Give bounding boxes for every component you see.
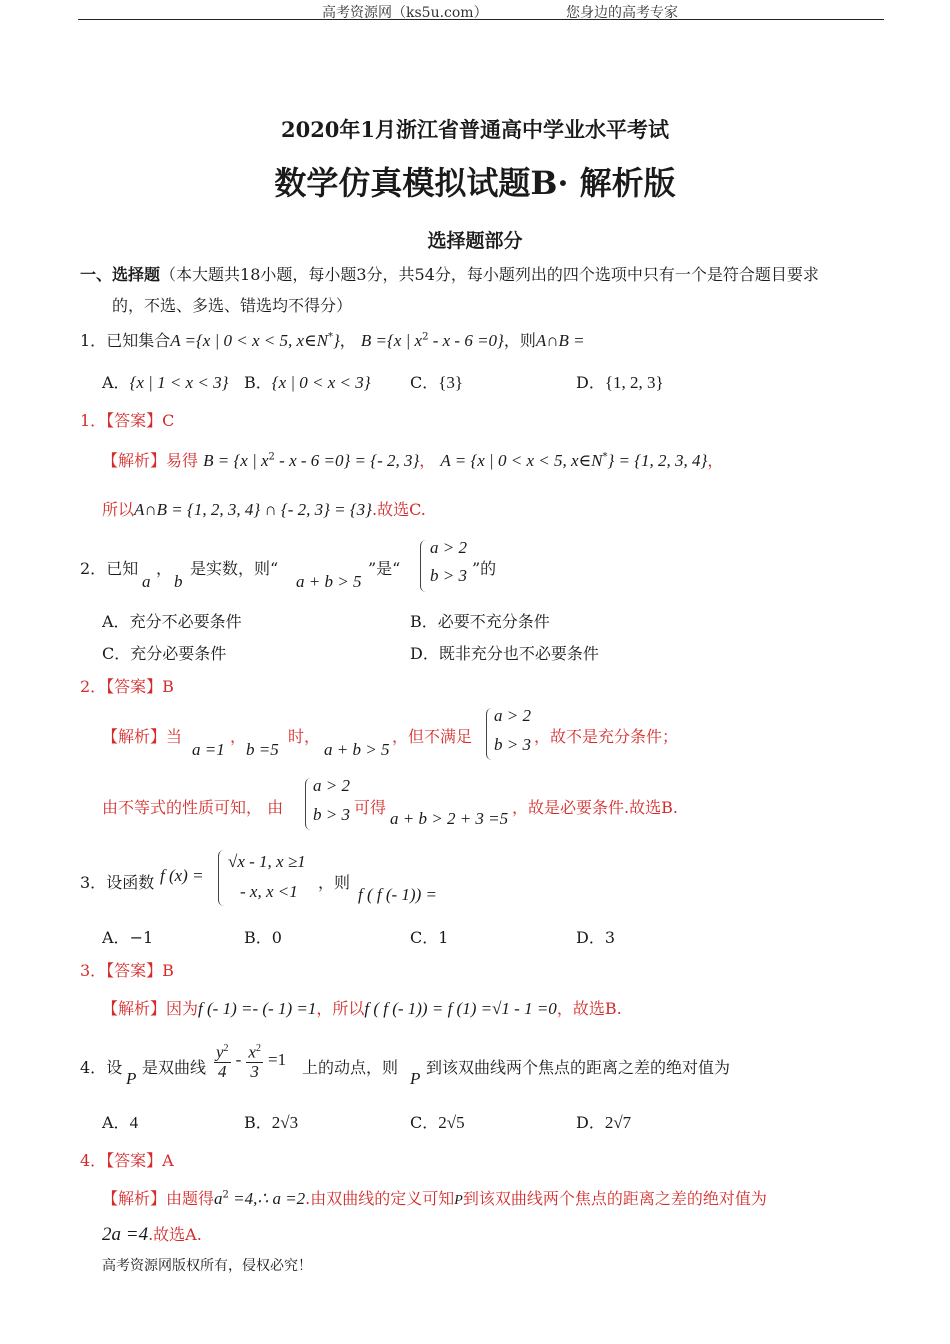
- q4-option-d: [576, 1110, 631, 1133]
- q3-case1: √x - 1, x ≥1: [228, 852, 306, 871]
- q4-frac1: [214, 1040, 231, 1081]
- q3-fx: f (x) =: [160, 866, 204, 885]
- q1-pre: 已知集合: [106, 331, 171, 350]
- q2-sol-tag: 【解析】: [102, 727, 167, 746]
- q1-option-c: [410, 370, 463, 393]
- q4-option-c-label: C．: [410, 1113, 439, 1132]
- q4-minus: -: [235, 1049, 242, 1069]
- q2-option-d: [410, 641, 599, 664]
- q4-den2: 3: [250, 1061, 259, 1081]
- q2-sol-line2a: 由不等式的性质可知， 由: [102, 798, 284, 817]
- q1-solution-line1: [102, 448, 723, 471]
- q1-setB-b: - x - 6 =0}: [428, 331, 504, 350]
- q2-sol-brace2: [305, 778, 312, 830]
- q2-sol-s3: a > 2: [313, 776, 350, 795]
- q4-end: 到该双曲线两个焦点的距离之差的绝对值为: [426, 1058, 731, 1077]
- q4-y-square: 2: [223, 1043, 229, 1054]
- q2-option-c-label: C．: [102, 644, 131, 663]
- q4-answer: 4．【答案】A: [80, 1151, 174, 1170]
- q2-sol-comma: ，: [230, 727, 247, 746]
- q2-number-pre: [80, 556, 138, 579]
- q1-option-a-value: {x | 1 < x < 3}: [129, 373, 229, 392]
- q1-comma: ，: [339, 331, 356, 350]
- q2-option-d-label: D．: [410, 644, 439, 663]
- q1-option-b-label: B．: [244, 373, 272, 392]
- q3-option-a-value: −1: [129, 928, 154, 947]
- instructions-line1: [80, 262, 819, 285]
- q4-sol-p: P: [454, 1193, 463, 1208]
- q1-sol1-math-d: } = {1, 2, 3, 4}: [607, 451, 708, 470]
- q1-setA: A ={x | 0 < x < 5, x∈N: [170, 331, 328, 350]
- q2-pre: 已知: [106, 559, 139, 578]
- q4-y: y: [216, 1042, 224, 1062]
- footer-copyright: 高考资源网版权所有，侵权必究！: [102, 1258, 312, 1274]
- q1-square: 2: [422, 331, 429, 343]
- q1-option-c-value: {3}: [438, 373, 464, 392]
- q4-option-c: [410, 1110, 465, 1133]
- q4-solution-line2: [102, 1222, 202, 1246]
- q3-number-pre: [80, 870, 154, 893]
- q4-p2: P: [410, 1069, 421, 1088]
- q3-expr: f ( f (- 1)) =: [358, 885, 437, 904]
- q2-option-b-value: 必要不充分条件: [437, 612, 550, 631]
- q1-expr: A∩B =: [535, 331, 585, 350]
- q4-sol-a: a: [214, 1189, 223, 1208]
- q2-option-c: [102, 641, 226, 664]
- q3-sol-math1: f (- 1) =- (- 1) =1: [198, 999, 317, 1018]
- q1-option-c-label: C．: [410, 373, 439, 392]
- section-title: 选择题部分: [427, 230, 523, 252]
- q1-then: ，则: [503, 331, 536, 350]
- q3-sol-end: ，故选B.: [556, 999, 622, 1018]
- q2-sol-line1a: [102, 724, 182, 747]
- q4-option-b-value: 2√3: [271, 1113, 299, 1132]
- q4-solution-line1: [102, 1186, 767, 1209]
- q2-sol-s2: b > 3: [494, 735, 531, 754]
- q1-option-d-label: D．: [576, 373, 605, 392]
- q3-option-d-value: 3: [604, 928, 616, 947]
- q2-sys2: b > 3: [430, 566, 467, 585]
- q2-sol-but: ，但不满足: [392, 727, 473, 746]
- q2-sol-s1: a > 2: [494, 706, 531, 725]
- q2-sol-s4: b > 3: [313, 805, 350, 824]
- q2-sol-res: a + b > 2 + 3 =5: [390, 809, 509, 828]
- q1-sol2-end: .故选C.: [371, 500, 426, 519]
- q2-sol-kede: 可得: [354, 798, 387, 817]
- q3-option-c: [410, 925, 448, 948]
- q4-option-d-label: D．: [576, 1113, 605, 1132]
- q2-sol-shi: 时，: [288, 727, 321, 746]
- q1-sol1-square: 2: [268, 451, 275, 463]
- q2-system-brace: [420, 540, 427, 592]
- q1-option-b: [244, 370, 371, 393]
- q3-sol-tag: 【解析】: [102, 999, 167, 1018]
- q2-mid2: ”是“: [368, 559, 401, 578]
- q4-hyperbola: [214, 1040, 286, 1081]
- q3-option-a-label: A．: [102, 928, 130, 947]
- q4-option-a-label: A．: [102, 1113, 130, 1132]
- q3-option-c-label: C．: [410, 928, 439, 947]
- q4-option-d-value: 2√7: [604, 1113, 632, 1132]
- q2-option-a: [102, 609, 242, 632]
- q2-sol-b5: b =5: [246, 740, 279, 759]
- q2-sys1: a > 2: [430, 538, 467, 557]
- q2-end: ”的: [472, 559, 497, 578]
- q1-sol1-math-a: B = {x | x: [203, 451, 269, 470]
- q3-pre: 设函数: [106, 873, 155, 892]
- q1-star: *: [327, 331, 333, 343]
- q3-option-c-value: 1: [438, 928, 449, 947]
- q1-option-d-value: {1, 2, 3}: [604, 373, 664, 392]
- q3-then: ，则: [318, 873, 351, 892]
- q2-number: 2．: [80, 559, 107, 578]
- q4-mid: 上的动点，则: [302, 1058, 399, 1077]
- q4-sol-get: 由题得: [166, 1189, 215, 1208]
- q2-sol-a1: a =1: [192, 740, 225, 759]
- instructions-line2: 的，不选、多选、错选均不得分）: [112, 296, 353, 315]
- q2-option-b: [410, 609, 550, 632]
- q3-sol-because: 因为: [166, 999, 199, 1018]
- q4-den1: 4: [218, 1061, 227, 1081]
- q4-frac2: [246, 1040, 263, 1081]
- q3-answer: 3．【答案】B: [80, 961, 174, 980]
- q4-p: P: [126, 1069, 137, 1088]
- q2-var-b: b: [174, 572, 183, 591]
- q3-sol-math2: f ( f (- 1)) = f (1) =√1 - 1 =0: [364, 999, 557, 1018]
- q4-is: 是双曲线: [142, 1058, 207, 1077]
- q4-sol-square: 2: [222, 1189, 229, 1201]
- q4-sol-math2: 2a =4: [102, 1224, 149, 1245]
- q2-answer: 2．【答案】B: [80, 677, 174, 696]
- q3-case2: - x, x <1: [240, 882, 298, 901]
- q1-sol1-end: ，: [707, 451, 724, 470]
- header-slogan: 您身边的高考专家: [566, 5, 678, 21]
- q2-sol-sum: a + b > 5: [324, 740, 390, 759]
- q1-option-d: [576, 370, 664, 393]
- q3-option-a: [102, 925, 153, 948]
- q1-sol1-star: *: [602, 451, 608, 463]
- exam-title: 2020年1月浙江省普通高中学业水平考试: [280, 117, 670, 142]
- q3-number: 3．: [80, 873, 107, 892]
- q3-option-d-label: D．: [576, 928, 605, 947]
- header-site: 高考资源网（ks5u.com）: [322, 5, 488, 21]
- q4-option-c-value: 2√5: [438, 1113, 465, 1132]
- q4-number-pre: [80, 1055, 122, 1078]
- q1-number: 1．: [80, 331, 107, 350]
- q1-sol2-text: 所以: [102, 500, 135, 519]
- q4-option-a: [102, 1110, 138, 1133]
- q2-option-b-label: B．: [410, 612, 438, 631]
- q1-solution-line2: [102, 497, 426, 520]
- q1-option-a: [102, 370, 228, 393]
- q2-sol-when: 当: [166, 727, 183, 746]
- q2-option-a-value: 充分不必要条件: [129, 612, 242, 631]
- q1-answer: 1．【答案】C: [80, 411, 175, 430]
- q2-expr: a + b > 5: [296, 572, 362, 591]
- q1-sol2-math: A∩B = {1, 2, 3, 4} ∩ {- 2, 3} = {3}: [134, 500, 372, 519]
- q2-mid: 是实数，则“: [190, 559, 279, 578]
- instructions-text1: （本大题共18小题，每小题3分，共54分，每小题列出的四个选项中只有一个是符合题目要求: [160, 265, 819, 284]
- q1-sol1-math-b: - x - 6 =0} = {- 2, 3}: [274, 451, 420, 470]
- q4-option-a-value: 4: [129, 1113, 139, 1132]
- q2-sol-line2end: ，故是必要条件.故选B.: [512, 798, 678, 817]
- q1-close: }: [332, 331, 340, 350]
- q2-var-a: a: [142, 572, 151, 591]
- paper-title: 数学仿真模拟试题B· 解析版: [274, 164, 676, 202]
- header-rule: [78, 19, 884, 20]
- q2-sol-notsuff: ，故不是充分条件；: [534, 727, 679, 746]
- q1-setB-a: B ={x | x: [360, 331, 423, 350]
- q1-stem: [80, 328, 585, 351]
- q3-option-b: [244, 925, 282, 948]
- q2-comma: ，: [156, 559, 173, 578]
- q2-option-c-value: 充分必要条件: [130, 644, 227, 663]
- q4-sol-tail: 到该双曲线两个焦点的距离之差的绝对值为: [462, 1189, 767, 1208]
- q1-sol1-comma: ，: [419, 451, 436, 470]
- q4-sol-tag: 【解析】: [102, 1189, 167, 1208]
- q1-option-b-value: {x | 0 < x < 3}: [271, 373, 371, 392]
- q3-piecewise-brace: [218, 850, 225, 906]
- q1-sol1-math-c: A = {x | 0 < x < 5, x∈N: [440, 451, 603, 470]
- q4-pre: 设: [106, 1058, 123, 1077]
- q4-number: 4．: [80, 1058, 107, 1077]
- q4-eq1: =1: [268, 1049, 287, 1069]
- q4-sol-end: .故选A.: [148, 1225, 202, 1244]
- q4-x: x: [248, 1042, 256, 1062]
- q4-option-b: [244, 1110, 298, 1133]
- q2-option-a-label: A．: [102, 612, 130, 631]
- q4-option-b-label: B．: [244, 1113, 272, 1132]
- q4-sol-mid: .由双曲线的定义可知: [305, 1189, 455, 1208]
- q2-option-d-value: 既非充分也不必要条件: [438, 644, 599, 663]
- q3-option-b-value: 0: [271, 928, 282, 947]
- q3-solution: [102, 996, 622, 1019]
- q3-option-d: [576, 925, 615, 948]
- q3-sol-so: ，所以: [316, 999, 365, 1018]
- q2-sol-brace1: [486, 708, 493, 760]
- q3-option-b-label: B．: [244, 928, 272, 947]
- q1-sol1-text: 易得: [166, 451, 199, 470]
- q4-sol-math1: =4,∴ a =2: [228, 1189, 306, 1208]
- instructions-head: 一、选择题: [80, 265, 161, 284]
- q4-x-square: 2: [255, 1043, 261, 1054]
- q1-sol-tag: 【解析】: [102, 451, 167, 470]
- q1-option-a-label: A．: [102, 373, 130, 392]
